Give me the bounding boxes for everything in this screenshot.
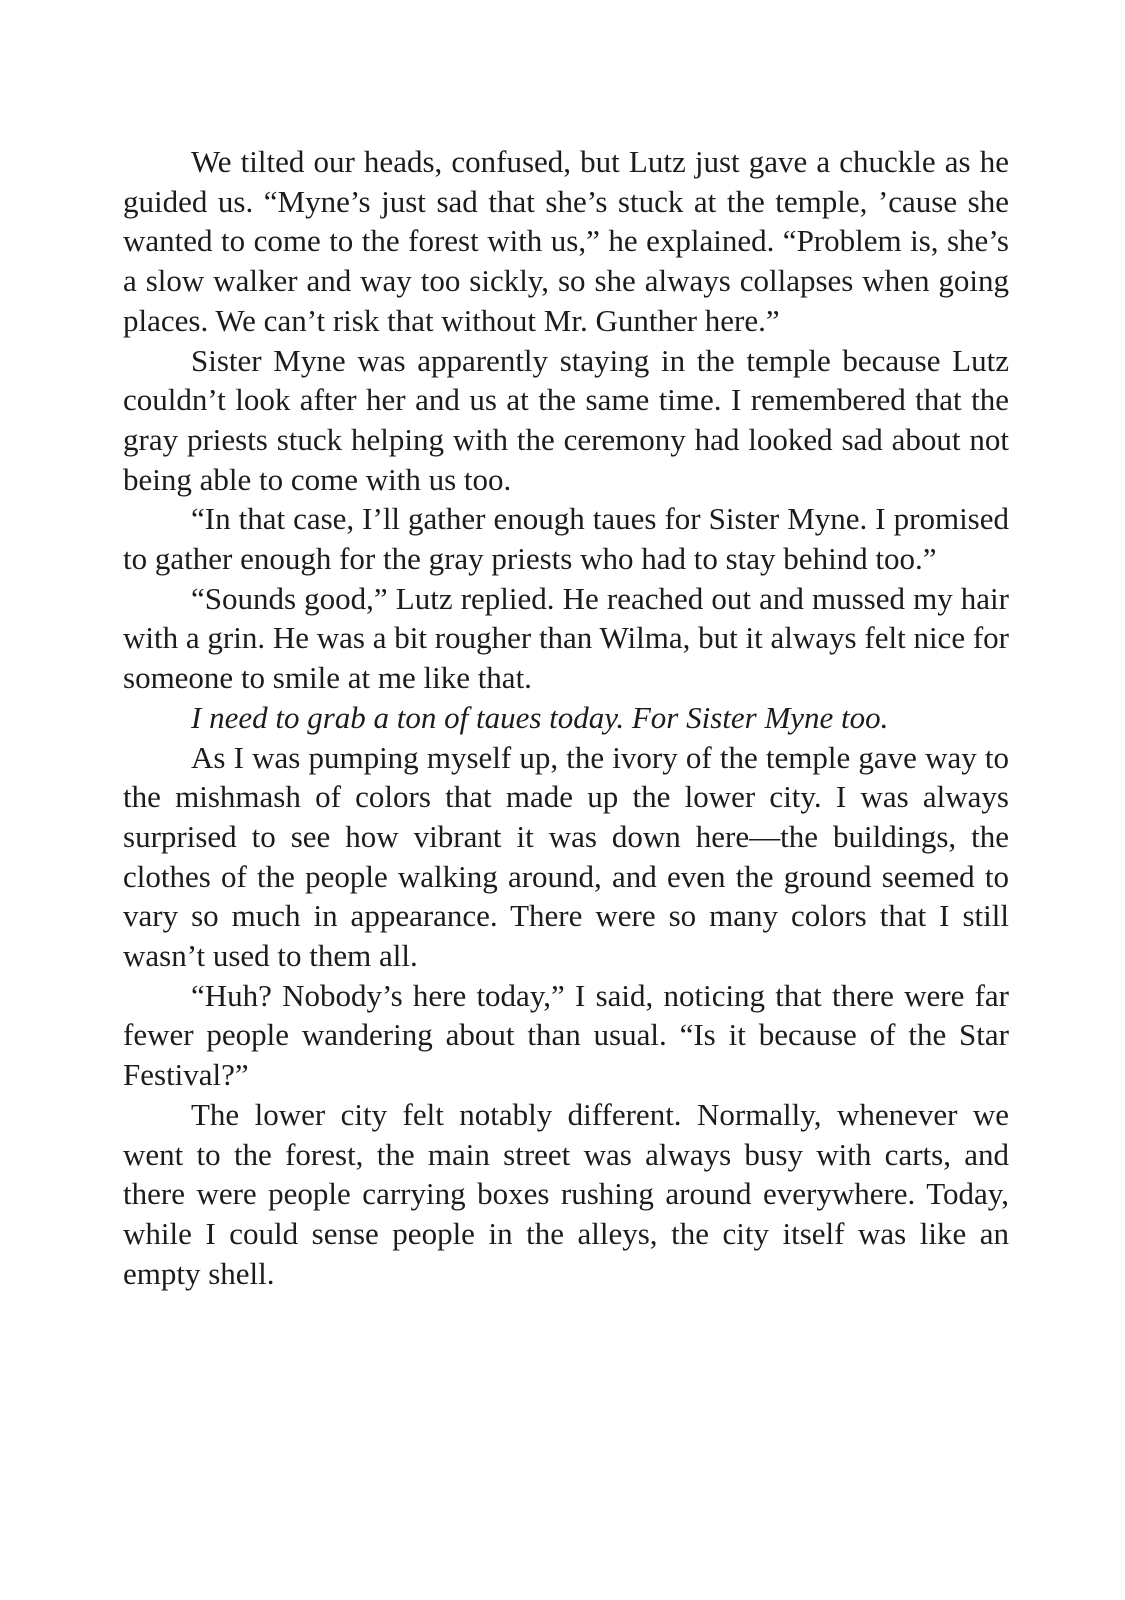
paragraph: “Sounds good,” Lutz replied. He reached out and mussed my hair with a grin. He was a bit rougher than Wilma, but it always felt nice for someone to smile at me like that. — [123, 580, 1009, 696]
page-text — [123, 142, 1009, 1293]
paragraph: “In that case, I’ll gather enough taues for Sister Myne. I promised to gather enough for the gray priests who had to stay behind too.” — [123, 501, 1009, 577]
italic-thought-paragraph: I need to grab a ton of taues today. For Sister Myne too. — [191, 699, 889, 735]
paragraph: “Huh? Nobody’s here today,” I said, noticing that there were far fewer people wandering about than usual. “Is it because of the Star Festival?” — [123, 977, 1009, 1093]
paragraph: The lower city felt notably different. Normally, whenever we went to the forest, the main street was always busy with carts, and there were people carrying boxes rushing around everywhere. Today, while I could sense people in the alleys, the city itself was like an empty shell. — [123, 1096, 1009, 1291]
paragraph: As I was pumping myself up, the ivory of the temple gave way to the mishmash of colors that made up the lower city. I was always surprised to see how vibrant it was down here—the buildings, the clothes of the people walking around, and even the ground seemed to vary so much in appearance. There were so many colors that I still wasn’t used to them all. — [123, 739, 1009, 974]
paragraph: Sister Myne was apparently staying in the temple because Lutz couldn’t look after her and us at the same time. I remembered that the gray priests stuck helping with the ceremony had looked sad about not being able to come with us too. — [123, 342, 1009, 497]
paragraph: We tilted our heads, confused, but Lutz just gave a chuckle as he guided us. “Myne’s just sad that she’s stuck at the temple, ’cause she wanted to come to the forest with us,” he explained. “Problem is, she’s a slow walker and way too sickly, so she always collapses when going places. We can’t risk that without Mr. Gunther here.” — [123, 144, 1009, 338]
